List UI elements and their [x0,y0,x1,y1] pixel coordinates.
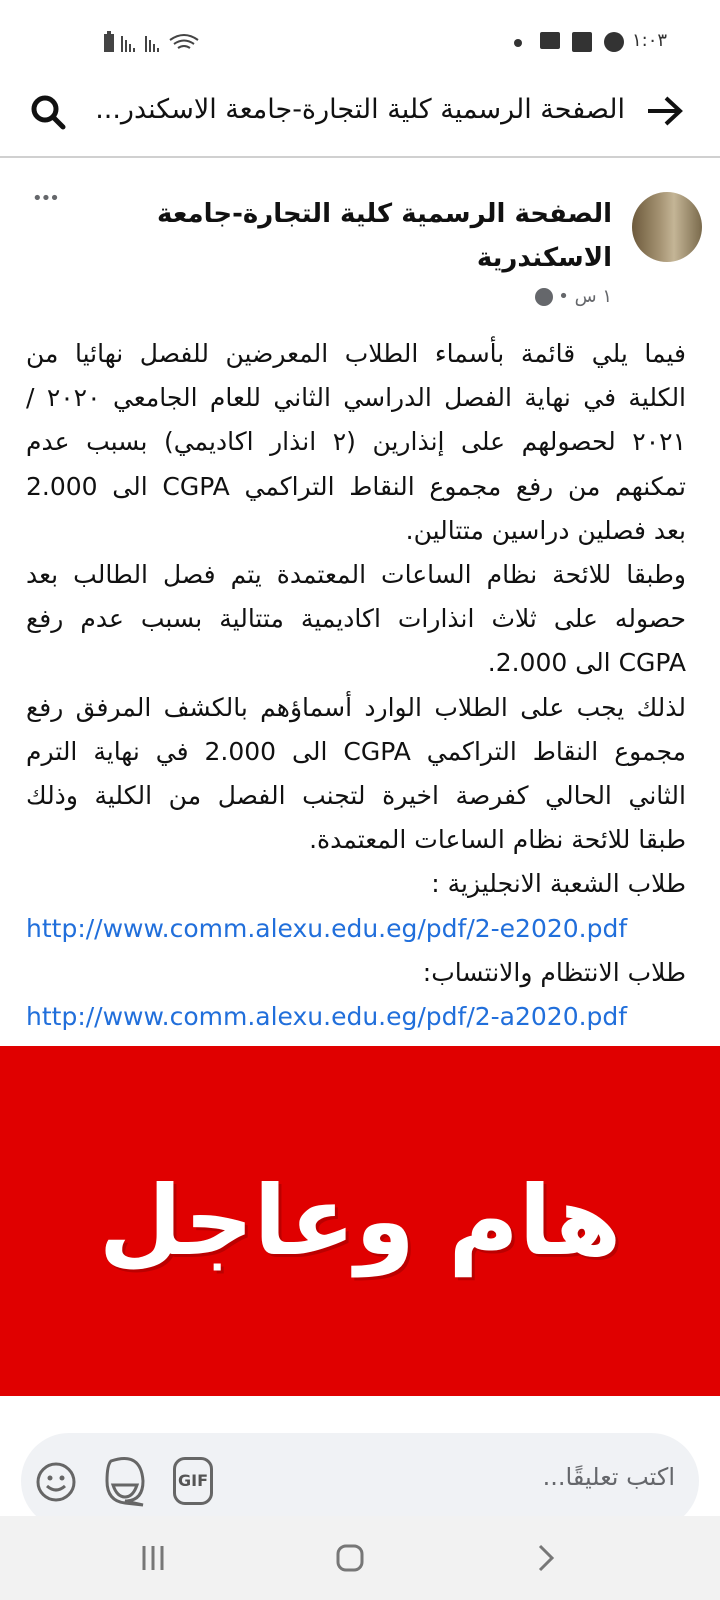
recent-apps-button[interactable] [140,1544,168,1572]
text-line: لذلك يجب على الطلاب الوارد أسماؤهم بالكشف المرفق رفع [26,692,686,722]
text-line: مجموع النقاط التراكمي CGPA الى 2.000 في نهاية الترم [26,736,687,766]
clock: ١:٠٣ [632,30,668,51]
search-icon[interactable] [30,94,66,130]
status-bar [0,0,720,70]
text-line: بعد فصلين دراسين متتالين. [405,515,686,545]
message-icon [540,32,560,49]
back-button[interactable] [536,1544,556,1572]
post-author[interactable]: الصفحة الرسمية كلية التجارة-جامعة الاسكندرية [157,199,612,273]
text-line: الكلية في نهاية الفصل الدراسي الثاني للعام الجامعي ٢٠٢٠ / [26,383,687,413]
text-line: CGPA الى 2.000. [487,648,686,678]
more-options-button[interactable]: ••• [32,188,58,209]
text-line: طلاب الشعبة الانجليزية : [431,869,686,899]
sticker-icon[interactable] [103,1455,147,1509]
text-line: وطبقا للائحة نظام الساعات المعتمدة يتم فصل الطالب بعد [26,560,686,590]
comment-placeholder: اكتب تعليقًا... [542,1463,675,1491]
top-bar [0,70,720,158]
meta-separator: • [558,286,569,307]
page-avatar[interactable] [632,192,702,262]
post-meta [535,286,612,307]
emoji-icon[interactable] [35,1461,77,1503]
globe-icon [535,288,553,306]
text-line: حصوله على ثلاث انذارات اكاديمية متتالية بسبب عدم رفع [26,604,686,634]
english-section-link[interactable]: http://www.comm.alexu.edu.eg/pdf/2-e2020.pdf [26,913,628,943]
regular-section-link[interactable]: http://www.comm.alexu.edu.eg/pdf/2-a2020.pdf [26,1002,628,1032]
text-line: طلاب الانتظام والانتساب: [422,957,686,987]
post-text [26,332,686,1039]
image-text: هام وعاجل [98,1165,622,1277]
comment-input[interactable] [21,1433,699,1529]
facebook-icon [572,32,592,52]
gif-button[interactable]: GIF [173,1457,213,1505]
signal-battery-wifi-icon [100,30,210,54]
text-line: طبقا للائحة نظام الساعات المعتمدة. [309,825,686,855]
post-time[interactable]: ١ س [574,286,612,307]
system-nav-bar [0,1516,720,1600]
notification-dot [514,39,522,47]
text-line: تمكنهم من رفع مجموع النقاط التراكمي CGPA الى 2.000 [26,471,686,501]
text-line: الثاني الحالي كفرصة اخيرة لتجنب الفصل من الكلية وذلك [26,781,686,811]
messenger-icon [604,32,624,52]
text-line: ٢٠٢١ لحصولهم على إنذارين (٢ انذار اكاديمي) بسبب عدم [26,427,686,457]
text-line: فيما يلي قائمة بأسماء الطلاب المعرضين للفصل نهائيا من [26,339,686,368]
post-image[interactable] [0,1046,720,1396]
back-arrow-icon[interactable] [646,94,684,128]
home-button[interactable] [336,1544,364,1572]
page-title: الصفحة الرسمية كلية التجارة-جامعة الاسكندر... [95,94,625,125]
